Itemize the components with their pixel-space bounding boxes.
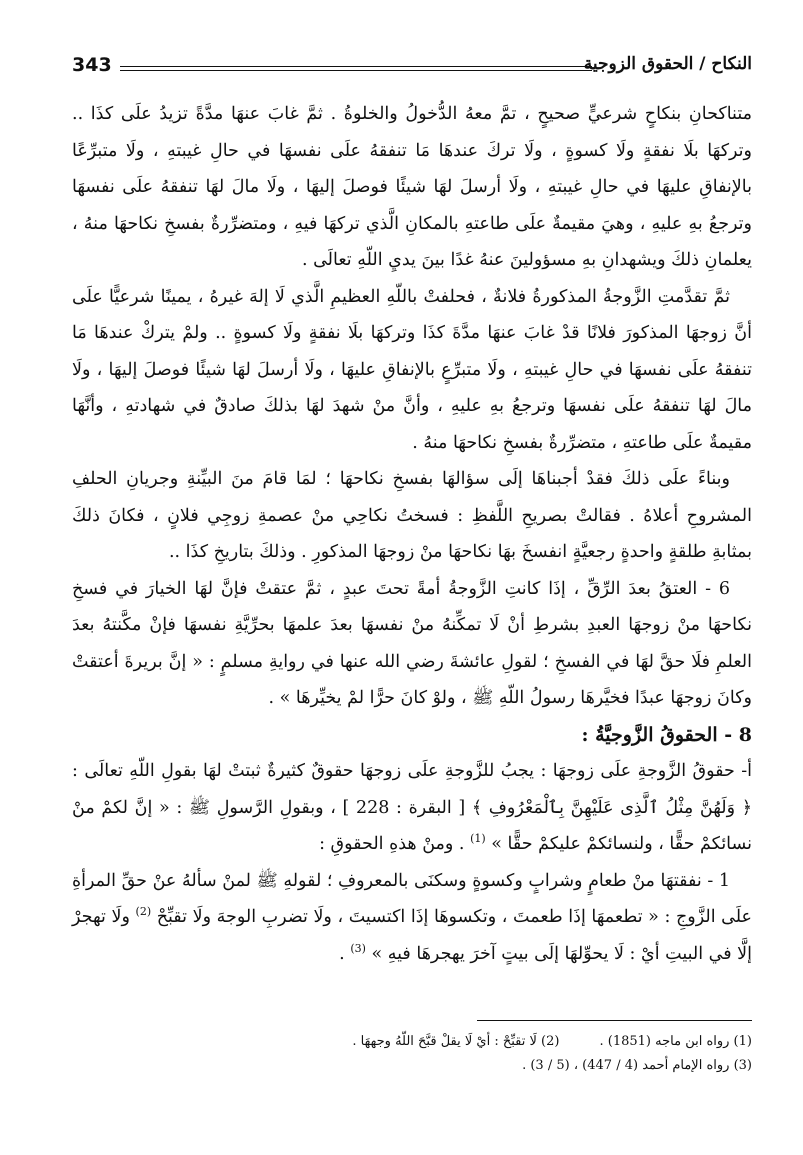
footnote-row (72, 1054, 752, 1078)
footnote-ref-3[interactable]: (3) (350, 941, 366, 955)
footnote-2: (2) لَا تقبِّحْ : أيْ لَا يقلْ قبَّحَ اللّهُ وجههَا . (352, 1034, 560, 1049)
item-text: 1 - نفقتهَا منْ طعامٍ وشرابٍ وكسوةٍ وسكنَى بالمعروفِ ؛ لقولهِ ﷺ لمنْ سألهُ عنْ حقِّ المرأةِ علَى الزَّوجِ : « تطعمهَا إذَا طعمتَ ، وتكسوهَا إذَا اكتسيتَ ، ولَا تضربِ الوجهَ ولَا تقبِّحْ (72, 870, 752, 927)
header-double-rule (120, 66, 592, 71)
section-title: الحقوقُ الزَّوجيَّةُ : (581, 723, 718, 746)
subsection-text-end: . ومنْ هذهِ الحقوقِ : (319, 834, 465, 854)
paragraph: متناكحانِ بنكاحٍ شرعيٍّ صحيحٍ ، تمَّ معهُ الدُّخولُ والخلوةُ . ثمَّ غابَ عنهَا مدَّةً تزيدُ علَى كذَا .. وتركهَا بلَا نفقةٍ ولَا كسوةٍ ، ولَا تركَ عندهَا مَا تنفقهُ علَى نفسهَا في حالِ غيبتهِ ، ولَا متبرِّعًا بالإنفاقِ عليهَا في حالِ غيبتهِ ، ولَا أرسلَ لهَا شيئًا فوصلَ إليهَا ، ولَا مالَ لهَا تنفقهُ علَى نفسهَا وترجعُ بهِ عليهِ ، وهيَ مقيمةٌ علَى طاعتهِ بالمكانِ الَّذي تركهَا فيهِ ، ومتضرِّرةٌ بفسخِ نكاحهَا منهُ ، يعلمانِ ذلكَ ويشهدانِ بهِ مسؤولينَ عنهُ غدًا بينَ يديِ اللّهِ تعالَى . (72, 104, 752, 270)
footnote-1: (1) رواه ابن ماجه (1851) . (599, 1034, 752, 1049)
item-text-cont: ولَا تهجرْ إلَّا في البيتِ أيْ : لَا يحوِّلهَا إلَى بيتٍ آخرَ يهجرهَا فيهِ » (72, 907, 752, 964)
subsection-text: أ- حقوقُ الزَّوجةِ علَى زوجهَا : يجبُ للزَّوجةِ علَى زوجهَا حقوقٌ كثيرةٌ ثبتتْ لهَا بقولِ اللّهِ تعالَى : ﴿ وَلَهُنَّ مِثْلُ ٱلَّذِى عَلَيْهِنَّ بِٱلْمَعْرُوفِ ﴾ [ البقرة : 228 ] ، وبقولِ الرَّسولِ ﷺ : « إنَّ لكمْ منْ نسائكمْ حقًّا ، ولنسائكمْ عليكمْ حقًّا » (72, 761, 752, 854)
section-number: 8 - (724, 723, 752, 746)
item-text-end: . (339, 943, 345, 964)
page-header (72, 52, 752, 88)
document-page (72, 52, 752, 1132)
paragraph: ثمَّ تقدَّمتِ الزَّوجةُ المذكورةُ فلانةٌ ، فحلفتْ باللّهِ العظيمِ الَّذي لَا إلهَ غيرهُ ، يمينًا شرعيًّا علَى أنَّ زوجهَا المذكورَ فلانًا قدْ غابَ عنهَا مدَّةَ كذَا وتركهَا بلَا نفقةٍ ولَا كسوةٍ .. ولمْ يتركْ عندهَا مَا تنفقهُ علَى نفسهَا في حالِ غيبتهِ ، ولَا متبرِّعٍ بالإنفاقِ عليهَا ، ولَا أرسلَ لهَا شيئًا فوصلَ إليهَا ، ولَا مالَ لهَا تنفقهُ علَى نفسهَا وترجعُ بهِ عليهِ ، وأنَّ منْ شهدَ لهَا بذلكَ صادقٌ في شهادتهِ ، وأنَّهَا مقيمةٌ علَى طاعتهِ ، متضرِّرةٌ بفسخِ نكاحهَا منهُ . (72, 286, 752, 453)
body-text (72, 96, 752, 972)
paragraph: 6 - العتقُ بعدَ الرِّقِّ ، إذَا كانتِ الزَّوجةُ أمةً تحتَ عبدٍ ، ثمَّ عتقتْ فإنَّ لهَا الخيارَ في فسخِ نكاحهَا منْ زوجهَا العبدِ بشرطِ أنْ لَا تمكِّنهُ منْ نفسهَا بعدَ علمهَا بحرِّيَّةِ نفسهَا فإنْ مكَّنتهُ بعدَ العلمِ فلَا حقَّ لهَا في الفسخِ ؛ لقولِ عائشةَ رضي الله عنها في روايةِ مسلمٍ : « إنَّ بريرةَ أعتقتْ وكانَ زوجهَا عبدًا فخيَّرهَا رسولُ اللّهِ ﷺ ، ولوْ كانَ حرًّا لمْ يخيِّرهَا » . (72, 578, 752, 708)
paragraph: وبناءً علَى ذلكَ فقدْ أجبناهَا إلَى سؤالهَا بفسخِ نكاحهَا ؛ لمَا قامَ منَ البيِّنةِ وجريانِ الحلفِ المشروحِ أعلاهُ . فقالتْ بصريحِ اللَّفظِ : فسختُ نكاحِي منْ عصمةِ زوجِي فلانٍ ، فكانَ ذلكَ بمثابةِ طلقةٍ واحدةٍ رجعيَّةٍ انفسخَ بهَا نكاحهَا منْ زوجهَا المذكورِ . وذلكَ بتاريخِ كذَا .. (72, 469, 752, 562)
running-title: النكاح / الحقوق الزوجية (583, 54, 752, 74)
footnote-ref-2[interactable]: (2) (135, 905, 152, 919)
footnote-row (72, 1030, 752, 1054)
footnotes (72, 1030, 752, 1078)
footnote-3: (3) رواه الإمام أحمد (4 / 447) ، (5 / 3) . (522, 1058, 752, 1073)
footnote-separator (477, 1020, 752, 1021)
footnote-ref-1[interactable]: (1) (470, 832, 486, 846)
page-number: 343 (72, 54, 112, 76)
item-paragraph (72, 863, 752, 973)
subsection-paragraph (72, 753, 752, 863)
section-heading (72, 717, 752, 754)
